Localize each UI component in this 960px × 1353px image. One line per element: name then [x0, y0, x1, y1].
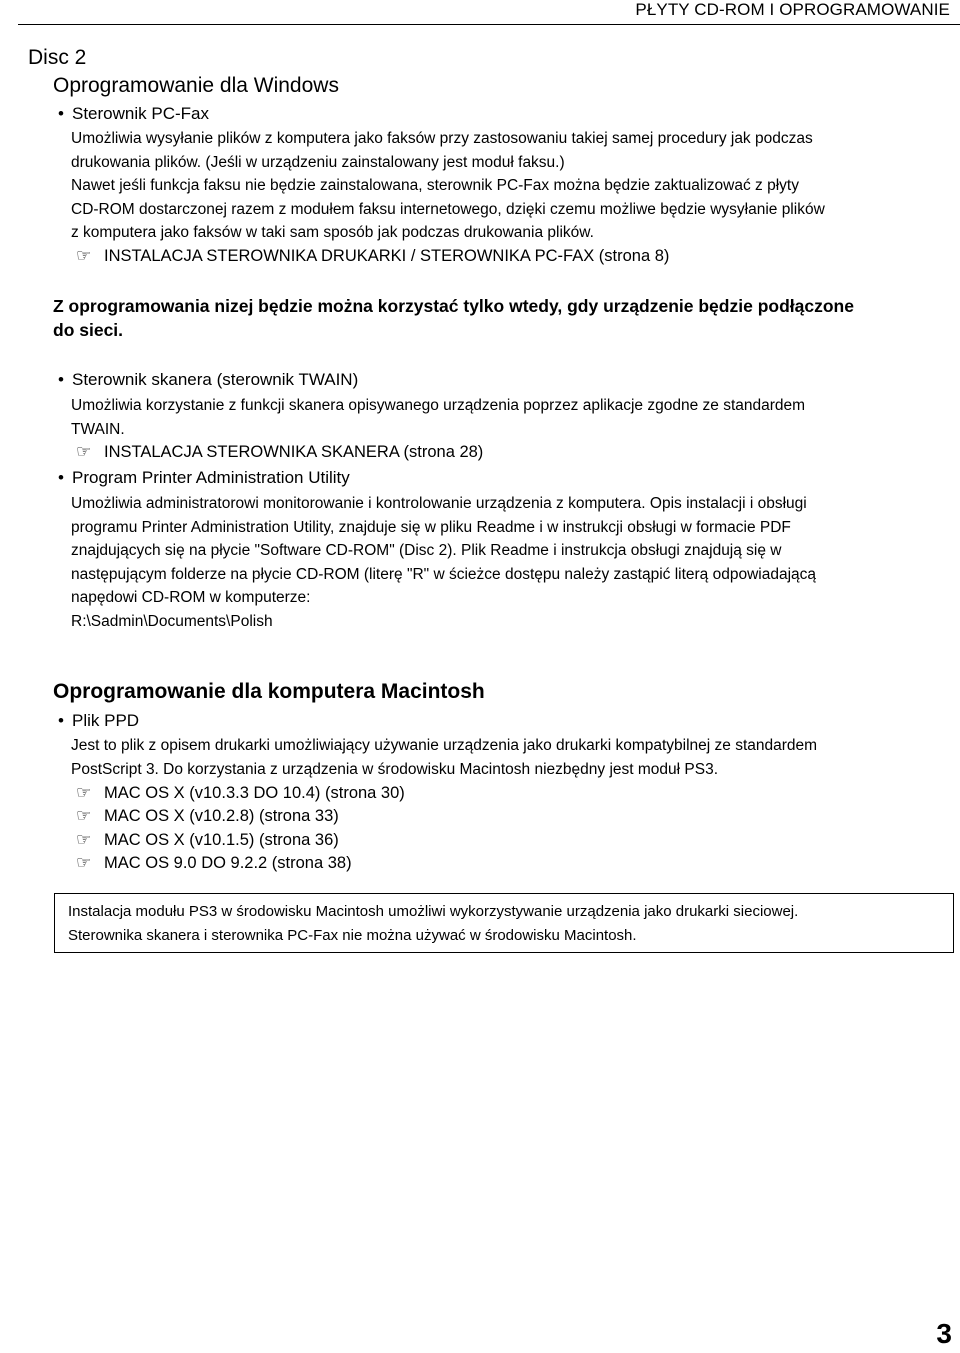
bullet-icon: • — [58, 468, 64, 487]
scanner-description — [71, 394, 805, 441]
admin-line: programu Printer Administration Utility, znajduje się w pliku Readme i w instrukcji obsługi w formacie PDF — [71, 518, 791, 536]
pcfax-line: drukowania plików. (Jeśli w urządzeniu zainstalowany jest moduł faksu.) — [71, 153, 565, 171]
pcfax-reference[interactable] — [76, 246, 669, 266]
ppd-line: Jest to plik z opisem drukarki umożliwiający używanie urządzenia jako drukarki kompatybilnej ze standardem — [71, 737, 818, 754]
scanner-reference[interactable] — [76, 442, 483, 462]
mac-section-heading: Oprogramowanie dla komputera Macintosh — [53, 680, 485, 703]
note-line: Sterownika skanera i sterownika PC-Fax nie można używać w środowisku Macintosh. — [68, 927, 637, 944]
mac-reference[interactable] — [76, 830, 339, 850]
bullet-icon: • — [58, 104, 64, 123]
ppd-line: PostScript 3. Do korzystania z urządzenia w środowisku Macintosh niezbędny jest moduł PS3. — [71, 760, 718, 778]
pcfax-line: z komputera jako faksów w taki sam sposób jak podczas drukowania plików. — [71, 224, 594, 242]
pointing-hand-icon: ☞ — [76, 806, 92, 825]
pcfax-line: Nawet jeśli funkcja faksu nie będzie zainstalowana, sterownik PC-Fax można będzie zaktualizować z płyty — [71, 177, 799, 195]
pointing-hand-icon: ☞ — [76, 853, 92, 872]
pcfax-reference-text[interactable]: INSTALACJA STEROWNIKA DRUKARKI / STEROWNIKA PC-FAX (strona 8) — [104, 247, 670, 265]
pcfax-line: Umożliwia wysyłanie plików z komputera jako faksów przy zastosowaniu takiej samej procedury jak podczas — [71, 130, 813, 147]
pcfax-title: Sterownik PC-Fax — [72, 104, 209, 123]
admin-line: Umożliwia administratorowi monitorowanie i kontrolowanie urządzenia z komputera. Opis instalacji i obsługi — [71, 495, 807, 512]
pointing-hand-icon: ☞ — [76, 442, 92, 461]
admin-bullet — [58, 468, 350, 488]
mac-reference-text[interactable]: MAC OS X (v10.2.8) (strona 33) — [104, 807, 339, 825]
windows-section-heading: Oprogramowanie dla Windows — [53, 74, 339, 97]
admin-line: znajdujących się na płycie "Software CD-ROM" (Disc 2). Plik Readme i instrukcja obsługi znajdują się w — [71, 542, 782, 560]
note-line: Instalacja modułu PS3 w środowisku Macintosh umożliwi wykorzystywanie urządzenia jako drukarki sieciowej. — [68, 903, 799, 920]
ppd-title: Plik PPD — [72, 711, 140, 730]
running-header: PŁYTY CD-ROM I OPROGRAMOWANIE — [635, 0, 950, 19]
pointing-hand-icon: ☞ — [76, 246, 92, 265]
mac-reference-text[interactable]: MAC OS X (v10.3.3 DO 10.4) (strona 30) — [104, 784, 405, 802]
admin-line: napędowi CD-ROM w komputerze: — [71, 589, 311, 607]
network-notice-line: Z oprogramowania nizej będzie można korzystać tylko wtedy, gdy urządzenie będzie podłączone — [53, 296, 854, 316]
header-divider — [18, 24, 960, 25]
scanner-title: Sterownik skanera (sterownik TWAIN) — [72, 370, 359, 389]
pcfax-description — [71, 127, 825, 245]
note-box — [54, 893, 954, 953]
pointing-hand-icon: ☞ — [76, 783, 92, 802]
page-number: 3 — [936, 1318, 952, 1349]
admin-description — [71, 492, 816, 634]
ppd-bullet — [58, 711, 139, 731]
bullet-icon: • — [58, 711, 64, 730]
pcfax-bullet — [58, 104, 209, 124]
admin-title: Program Printer Administration Utility — [72, 468, 350, 487]
mac-reference[interactable] — [76, 853, 352, 873]
scanner-line: Umożliwia korzystanie z funkcji skanera opisywanego urządzenia poprzez aplikacje zgodne ze standardem — [71, 397, 806, 414]
mac-reference[interactable] — [76, 806, 339, 826]
mac-reference-text[interactable]: MAC OS 9.0 DO 9.2.2 (strona 38) — [104, 854, 352, 872]
pointing-hand-icon: ☞ — [76, 830, 92, 849]
bullet-icon: • — [58, 370, 64, 389]
admin-line: następującym folderze na płycie CD-ROM (literę "R" w ścieżce dostępu należy zastąpić literą odpowiadającą — [71, 565, 817, 583]
scanner-line: TWAIN. — [71, 420, 125, 438]
mac-reference[interactable] — [76, 783, 405, 803]
admin-path: R:\Sadmin\Documents\Polish — [71, 612, 273, 630]
pcfax-line: CD-ROM dostarczonej razem z modułem faksu internetowego, dzięki czemu możliwe będzie wysyłanie plików — [71, 200, 825, 218]
disc-heading: Disc 2 — [28, 46, 87, 69]
network-notice — [53, 294, 958, 342]
mac-reference-text[interactable]: MAC OS X (v10.1.5) (strona 36) — [104, 831, 339, 849]
scanner-bullet — [58, 370, 358, 390]
ppd-description — [71, 734, 817, 781]
scanner-reference-text[interactable]: INSTALACJA STEROWNIKA SKANERA (strona 28) — [104, 443, 484, 461]
network-notice-line: do sieci. — [53, 320, 124, 340]
